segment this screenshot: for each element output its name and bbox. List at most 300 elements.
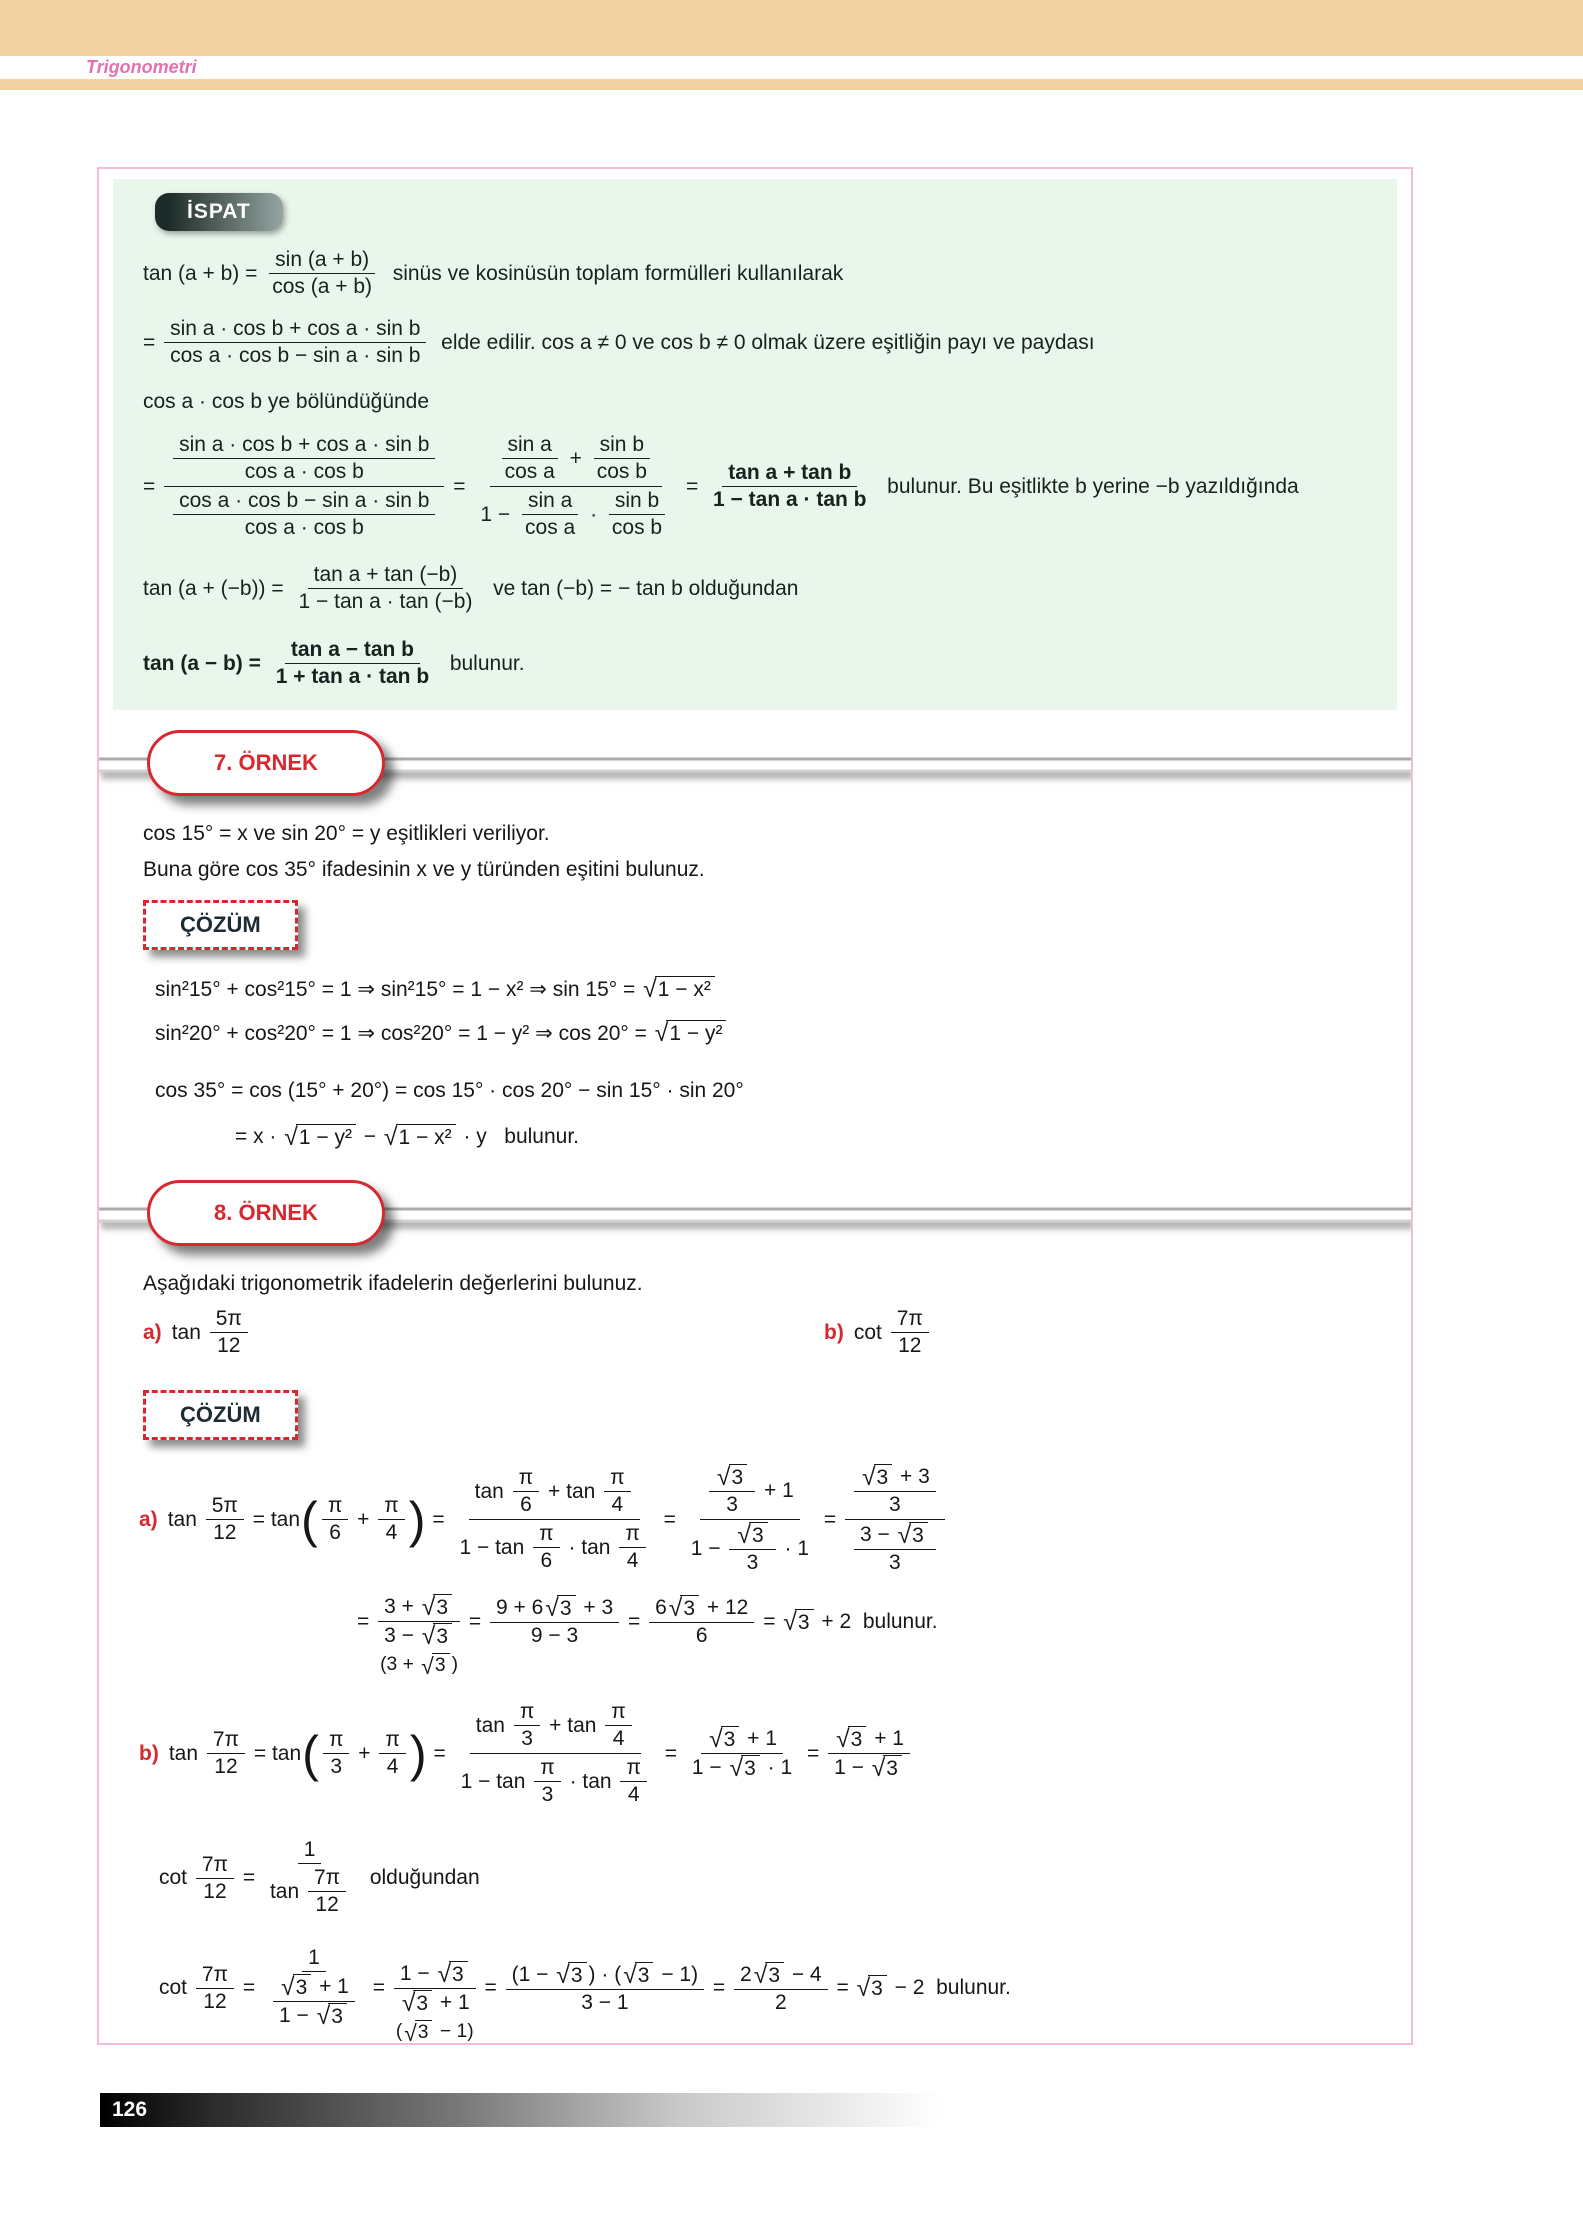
proof-lines <box>137 247 1373 690</box>
math-text: π <box>384 1494 399 1517</box>
denominator <box>606 515 668 541</box>
solution2-lines <box>113 1462 1397 2045</box>
numerator <box>734 1961 828 1990</box>
math-text: 3 <box>751 1524 764 1547</box>
math-text: 3 <box>797 1610 810 1634</box>
numerator <box>701 1725 783 1754</box>
item-label: a) <box>143 1320 162 1344</box>
math-text: 3 <box>452 1962 464 1986</box>
numerator <box>722 460 857 487</box>
numerator <box>269 247 375 274</box>
denominator <box>845 1520 945 1577</box>
fraction <box>164 431 444 542</box>
radical-sign: √ <box>716 1464 731 1492</box>
denominator <box>686 1754 798 1782</box>
math-line <box>137 431 1373 542</box>
denominator <box>525 1623 584 1649</box>
math-text: = <box>237 1976 261 1999</box>
math-text: 3 − <box>384 1624 420 1647</box>
denominator <box>883 1492 907 1518</box>
square-root <box>730 1755 760 1781</box>
math-text: = <box>463 1609 487 1633</box>
math-line <box>113 1076 1397 1106</box>
math-text: 3 <box>331 2005 343 2028</box>
radicand <box>413 1990 432 2016</box>
math-text: = tan <box>248 1741 302 1765</box>
math-text: = <box>143 330 162 354</box>
math-text: = <box>366 1976 391 1999</box>
denominator <box>519 515 581 541</box>
solution1-lines <box>113 974 1397 1152</box>
numerator <box>273 1973 355 2002</box>
math-text: 3 <box>889 1493 901 1516</box>
math-text: − 4 <box>786 1962 822 1986</box>
math-text: cos b <box>596 460 647 483</box>
denominator <box>883 1550 907 1576</box>
radicand <box>293 1974 312 2000</box>
fraction <box>266 247 378 300</box>
numerator <box>891 1306 929 1333</box>
square-root <box>281 1974 311 2000</box>
math-line <box>824 1306 932 1359</box>
math-text: · tan <box>562 1535 617 1559</box>
square-root <box>545 1595 575 1621</box>
numerator <box>298 1837 322 1864</box>
square-root <box>284 1124 356 1150</box>
math-text: = <box>707 1976 732 1999</box>
fraction <box>196 1852 234 1905</box>
math-text: 12 <box>213 1521 237 1544</box>
denominator <box>622 1782 646 1808</box>
denominator <box>575 1990 634 2016</box>
math-text: = <box>426 1507 451 1531</box>
math-text: · 1 <box>778 1536 809 1560</box>
math-line: b) tan $\frac{7\pi}{12}$ = tan ( $\frac{\pi}{3}$ + $\frac{\pi}{4}$ ) = tan $\frac{\pi}{3}$ + tan $\frac{\pi}{4}$ 1 − tan $\frac{\pi}{3}$ · tan $\frac{\pi}{4}$ = √ 3 + 1 1 − √ 3 · 1 = √ 3 + 1 1 − √ 3 <box>113 1698 1397 1809</box>
fraction <box>649 1594 754 1649</box>
math-text: 1 − y² <box>298 1126 352 1149</box>
fraction <box>210 1306 248 1359</box>
math-line <box>113 1837 1397 1919</box>
fraction <box>394 1960 476 2045</box>
fraction <box>474 431 677 542</box>
radicand <box>874 1464 893 1490</box>
numerator <box>196 1852 234 1879</box>
numerator <box>533 1521 560 1548</box>
radicand <box>432 1653 450 1677</box>
radicand <box>868 1975 887 2001</box>
square-root <box>709 1726 739 1752</box>
math-text: 3 <box>876 1466 889 1489</box>
fraction <box>173 432 435 485</box>
math-text: 5π <box>215 1307 242 1330</box>
math-text: 4 <box>386 1755 399 1778</box>
numerator <box>700 1462 800 1520</box>
solution2-badge: ÇÖZÜM <box>143 1390 298 1440</box>
denominator <box>380 1520 404 1546</box>
radicand <box>765 1962 784 1988</box>
radical-sign: √ <box>383 1124 398 1152</box>
math-text: = <box>757 1609 782 1633</box>
square-root <box>737 1522 767 1548</box>
math-text: 3 <box>416 1991 429 2015</box>
radical-sign: √ <box>737 1522 751 1550</box>
math-line <box>137 562 1373 615</box>
denominator <box>207 1520 242 1546</box>
math-line <box>143 1306 251 1359</box>
numerator <box>620 1755 647 1782</box>
math-line <box>113 1122 1397 1152</box>
denominator <box>208 1754 243 1780</box>
math-text: 2 <box>740 1962 752 1986</box>
under-note <box>380 1650 459 1680</box>
math-text: 5π <box>211 1494 238 1517</box>
math-text: 7π <box>896 1307 923 1330</box>
math-text: sin (a + b) <box>275 248 370 271</box>
math-text: tan a − tan b <box>290 638 414 661</box>
fraction <box>685 1462 815 1577</box>
math-text: 3 <box>417 2021 429 2043</box>
denominator <box>264 1864 355 1919</box>
math-text: 4 <box>627 1783 640 1806</box>
fraction <box>293 562 479 615</box>
fraction <box>734 1961 828 2016</box>
square-root <box>317 2003 347 2029</box>
math-text: 3 <box>683 1597 696 1620</box>
math-text: = <box>818 1507 842 1531</box>
radical-sign: √ <box>280 1974 295 2002</box>
numerator <box>609 488 665 515</box>
math-line <box>113 1018 1397 1048</box>
numerator <box>502 432 558 459</box>
fraction <box>453 1464 654 1575</box>
denominator <box>381 1754 405 1780</box>
fraction <box>506 1961 704 2016</box>
fraction <box>513 1465 540 1518</box>
denominator <box>536 1782 560 1808</box>
radicand <box>729 1464 748 1490</box>
math-text: 1 <box>308 1946 320 1969</box>
radical-sign: √ <box>545 1595 559 1623</box>
numerator <box>210 1306 248 1333</box>
denominator <box>273 2002 355 2030</box>
denominator <box>741 1550 765 1576</box>
math-text: 3 <box>570 1963 583 1987</box>
math-text: 3 <box>744 1757 756 1780</box>
numerator <box>323 1727 350 1754</box>
math-text: π <box>518 1466 534 1489</box>
page-number-bar <box>100 2093 1035 2127</box>
math-text: 3 <box>768 1963 780 1987</box>
math-text: tan <box>167 1507 203 1531</box>
fraction <box>619 1521 646 1574</box>
square-root <box>717 1464 747 1490</box>
math-text: = <box>657 1507 682 1531</box>
math-text: = x · <box>235 1125 283 1148</box>
math-text: 3 <box>889 1551 901 1574</box>
denominator <box>707 487 872 513</box>
math-text: 4 <box>385 1521 398 1544</box>
numerator <box>302 1945 326 1972</box>
math-text: 3 <box>541 1783 554 1806</box>
math-text: sin a <box>527 489 573 512</box>
math-text: cos a · cos b − sin a · sin b <box>179 489 430 512</box>
math-text: = tan <box>246 1507 301 1531</box>
fraction <box>322 1493 349 1546</box>
radical-sign: √ <box>783 1608 797 1636</box>
math-text: 3 <box>723 1728 736 1751</box>
math-text: 1 − y² <box>669 1022 723 1045</box>
chapter-title: Trigonometri <box>86 57 197 77</box>
numerator <box>649 1594 754 1623</box>
math-text: 3 <box>521 1727 533 1750</box>
item-label: a) <box>139 1507 158 1531</box>
numerator <box>164 431 444 487</box>
radical-sign: √ <box>623 1961 637 1989</box>
fraction <box>604 1465 631 1518</box>
math-text: − <box>357 1125 382 1148</box>
numerator <box>322 1493 349 1520</box>
math-text: sin a <box>507 433 552 456</box>
fraction <box>845 1462 945 1577</box>
solution1-header <box>113 882 1397 950</box>
item-label: b) <box>824 1320 844 1344</box>
numerator <box>470 1698 641 1754</box>
header-tan-strip <box>0 79 1583 90</box>
math-text: + 2 bulunur. <box>815 1609 938 1633</box>
item-label: b) <box>139 1741 159 1765</box>
numerator <box>378 1493 405 1520</box>
fraction <box>264 1837 355 1919</box>
math-text: + 1 <box>868 1727 904 1750</box>
denominator <box>378 1622 460 1650</box>
denominator <box>164 487 444 542</box>
fraction <box>379 1727 406 1780</box>
square-root <box>669 1595 699 1621</box>
radical-sign: √ <box>709 1726 723 1754</box>
example7-header <box>113 730 1397 800</box>
numerator <box>709 1463 755 1492</box>
math-text: 7π <box>314 1866 341 1889</box>
denominator <box>211 1333 246 1359</box>
math-text: sin a · cos b + cos a · sin b <box>179 433 430 456</box>
square-root <box>783 1609 813 1635</box>
math-text: = <box>427 1741 452 1765</box>
radical-sign: √ <box>437 1960 452 1988</box>
math-text: 3 <box>434 1655 446 1676</box>
fraction <box>533 1521 560 1574</box>
fraction <box>378 1593 460 1680</box>
square-root <box>872 1755 902 1781</box>
example8-badge: 8. ÖRNEK <box>147 1180 385 1246</box>
radicand <box>557 1595 576 1621</box>
radicand <box>680 1595 699 1621</box>
math-text: = <box>801 1741 826 1765</box>
math-text: tan a + tan b <box>728 461 852 484</box>
math-text: 3 − 1 <box>581 1990 629 2014</box>
math-text: 3 <box>637 1963 650 1987</box>
radicand <box>449 1961 468 1987</box>
math-text: = <box>447 474 472 498</box>
math-text: π <box>610 1466 625 1489</box>
radical-sign: √ <box>856 1975 871 2003</box>
denominator <box>621 1548 645 1574</box>
math-text: 12 <box>898 1334 922 1357</box>
math-text: ve tan (−b) = − tan b olduğundan <box>481 576 799 600</box>
solution2-header <box>113 1372 1397 1440</box>
radical-sign: √ <box>753 1961 768 1989</box>
numerator <box>845 1462 945 1520</box>
square-root <box>422 1594 452 1620</box>
math-text: 6 <box>520 1493 532 1516</box>
math-text: tan <box>474 1479 510 1503</box>
radical-sign: √ <box>421 1623 436 1651</box>
math-line <box>137 247 1373 300</box>
fraction <box>620 1755 647 1808</box>
example8-header <box>113 1180 1397 1250</box>
math-text: + <box>563 446 588 470</box>
fraction <box>854 1521 936 1576</box>
math-text: π <box>519 1700 535 1723</box>
math-text: 12 <box>203 1989 227 2013</box>
math-text: 4 <box>612 1727 625 1750</box>
math-text: tan (a + (−b)) = <box>143 576 290 600</box>
math-text: tan <box>269 1879 305 1903</box>
fraction <box>270 637 435 690</box>
numerator <box>605 1699 632 1726</box>
square-root <box>421 1653 449 1680</box>
math-text: cos a · cos b <box>244 516 364 539</box>
numerator <box>469 1464 640 1520</box>
fraction <box>323 1727 350 1780</box>
math-text: cos a <box>504 460 555 483</box>
fraction <box>514 1699 541 1752</box>
numerator <box>173 432 435 459</box>
math-text: 12 <box>203 1879 227 1903</box>
math-text: 3 <box>746 1551 759 1574</box>
radical-sign: √ <box>421 1594 436 1622</box>
math-text: · tan <box>563 1769 618 1793</box>
numerator <box>604 1465 631 1492</box>
fraction <box>207 1727 245 1780</box>
radical-sign: √ <box>643 976 657 1004</box>
math-line: a) tan $\frac{5\pi}{12}$ = tan ( $\frac{\pi}{6}$ + $\frac{\pi}{4}$ ) = tan $\frac{\pi}{6}$ + tan $\frac{\pi}{4}$ 1 − tan $\frac{\pi}{6}$ · tan $\frac{\pi}{4}$ = √ 3 3 + 1 1 − √ 3 3 · 1 = √ 3 + 3 3 3 − √ 3 3 <box>113 1462 1397 1577</box>
math-text: 1 − x² <box>398 1126 452 1149</box>
math-line <box>137 316 1373 369</box>
radical-sign: √ <box>401 1989 416 2017</box>
math-text: + 12 <box>701 1596 749 1619</box>
math-text: cot <box>159 1866 193 1889</box>
denominator <box>264 1972 364 2031</box>
fraction <box>455 1698 656 1809</box>
math-text: cot <box>159 1976 193 1999</box>
math-text: 3 <box>436 1596 449 1619</box>
square-root <box>655 1020 727 1046</box>
math-text: 4 <box>626 1549 639 1572</box>
math-text: + 3 <box>577 1596 614 1619</box>
math-text: 12 <box>214 1755 238 1778</box>
radical-sign: √ <box>421 1653 434 1680</box>
denominator <box>197 1989 232 2015</box>
numerator <box>285 637 420 664</box>
math-line <box>113 1593 1397 1680</box>
fraction <box>707 460 872 513</box>
math-text: = <box>357 1609 376 1633</box>
math-text: 7π <box>201 1962 229 1986</box>
header-strip <box>0 56 1583 79</box>
bold-math <box>143 637 438 690</box>
math-text: + 1 <box>313 1975 349 1998</box>
denominator <box>394 1989 476 2017</box>
denominator <box>685 1520 815 1577</box>
numerator <box>206 1493 244 1520</box>
math-text: · y bulunur. <box>457 1125 580 1148</box>
math-text: π <box>626 1756 641 1779</box>
denominator <box>690 1623 714 1649</box>
math-text: 3 <box>295 1976 308 1999</box>
radicand <box>568 1962 587 1988</box>
denominator <box>164 343 426 369</box>
fraction <box>534 1755 561 1808</box>
radical-sign: √ <box>897 1522 912 1550</box>
math-text: sinüs ve kosinüsün toplam formülleri kullanılarak <box>381 261 844 285</box>
math-text: cos b <box>611 516 663 539</box>
fraction <box>196 1962 234 2015</box>
math-text: 3 <box>912 1524 924 1547</box>
radical-sign: √ <box>668 1595 683 1623</box>
math-text: 7π <box>201 1852 229 1876</box>
radicand <box>415 2020 433 2044</box>
proof-badge: İSPAT <box>155 193 283 231</box>
math-text: sin b <box>614 489 660 512</box>
numerator <box>522 488 578 515</box>
math-text: sin a · cos b + cos a · sin b <box>170 317 421 340</box>
math-text: π <box>328 1728 344 1751</box>
math-text: 1 − <box>690 1536 727 1560</box>
radicand <box>909 1522 928 1548</box>
square-root <box>857 1975 887 2001</box>
square-root <box>556 1962 586 1988</box>
fraction <box>891 1306 929 1359</box>
math-text: 3 <box>559 1597 572 1620</box>
square-root <box>643 976 715 1002</box>
math-text: cos a · cos b ye bölündüğünde <box>143 390 430 413</box>
math-text: tan <box>475 1713 511 1737</box>
denominator <box>515 1726 539 1752</box>
radicand <box>741 1755 760 1781</box>
radicand <box>433 1594 452 1620</box>
math-line <box>137 387 1373 417</box>
denominator <box>828 1754 910 1782</box>
radicand <box>328 2003 347 2029</box>
radical-sign: √ <box>871 1755 886 1783</box>
math-text: olduğundan <box>358 1866 480 1889</box>
math-text: sin b <box>599 433 644 456</box>
math-text: = <box>658 1741 683 1765</box>
math-text: cos a · cos b <box>244 460 364 483</box>
denominator <box>535 1548 559 1574</box>
radical-sign: √ <box>729 1755 744 1783</box>
numerator <box>854 1521 936 1550</box>
math-text: + <box>352 1741 377 1765</box>
math-text: + 1 <box>741 1727 777 1750</box>
denominator <box>514 1492 538 1518</box>
solution1-badge: ÇÖZÜM <box>143 900 298 950</box>
math-text: 3 <box>886 1757 898 1780</box>
math-text: 4 <box>611 1493 624 1516</box>
math-text: 6 <box>329 1521 341 1544</box>
numerator <box>619 1521 646 1548</box>
denominator <box>323 1520 347 1546</box>
